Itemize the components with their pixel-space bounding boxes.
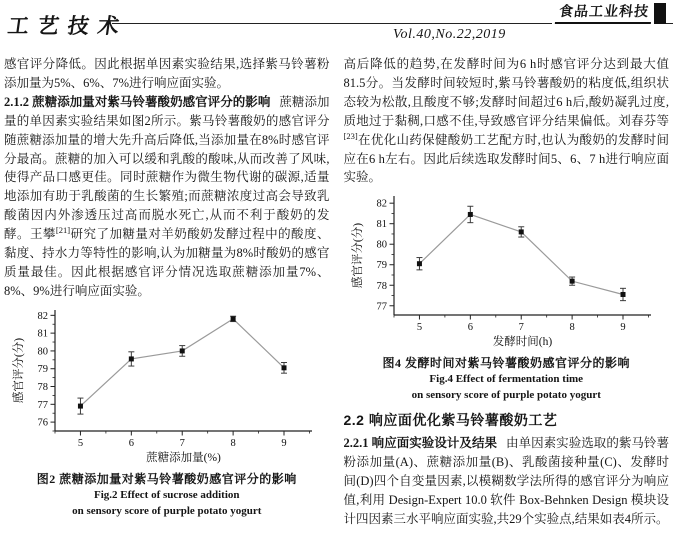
page-header [0,0,673,54]
svg-text:蔗糖添加量(%): 蔗糖添加量(%) [145,451,221,464]
figure-4-caption-en2: on sensory score of purple potato yogurt [411,389,601,402]
paragraph-continuation [344,55,670,187]
journal-logo [552,1,666,24]
figure-2-caption-cn: 图2 蔗糖添加量对紫马铃薯酸奶感官评分的影响 [36,471,297,486]
svg-text:9: 9 [281,437,287,449]
paragraph-text: 由单因素实验选取的紫马铃薯粉添加量(A)、蔗糖添加量(B)、乳酸菌接种量(C)、发酵时间(D)四个自变量因素,以模糊数学法所得的感官评分为响应值,利用 Design-Expert 10.0 软件 Box-Behnken Design 模块设计四因素三水平响应面实验,共29个实验点,结果如表4所示。 [343,436,669,526]
paragraph-text: 研究了加糖量对羊奶酸奶发酵过程中的酸度、黏度、持水力等特性的影响,认为加糖量为8%时酸奶的感官质量最佳。因此根据感官评分情况选取蔗糖添加量7%、8%、9%进行响应面实验。 [4,227,330,298]
paragraph-text: 蔗糖添加量的单因素实验结果如图2所示。紫马铃薯酸奶的感官评分随蔗糖添加量的增大先升高后降低,当添加量在8%时感官评分最高。蔗糖的加入可以缓和乳酸的酸味,从而改善了风味,使得产品口感更佳。同时蔗糖作为微生物代谢的碳源,适量地添加有助于乳酸菌的生长繁殖;而蔗糖浓度过高会导致乳酸菌因内外渗透压过高而脱水死亡,从而不利于酸奶的发酵。王攀 [4,94,330,242]
svg-text:77: 77 [376,301,388,313]
svg-text:80: 80 [376,240,388,252]
figure-4-caption [344,354,670,403]
figure-2-caption-en1: Fig.2 Effect of sucrose addition [93,488,240,501]
svg-text:6: 6 [128,437,134,449]
svg-text:5: 5 [417,322,423,334]
svg-text:7: 7 [518,322,525,334]
figure-4-caption-cn: 图4 发酵时间对紫马铃薯酸奶感官评分的影响 [382,356,630,371]
svg-text:感官评分(分): 感官评分(分) [352,223,365,289]
column-section-label: 工艺技术 [6,14,130,38]
logo-black-bar-icon [654,3,666,24]
left-column [4,55,330,529]
svg-text:感官评分(分): 感官评分(分) [12,337,25,403]
citation-21: [21] [55,225,71,235]
paragraph-continuation: 感官评分降低。因此根据单因素实验结果,选择紫马铃薯粉添加量为5%、6%、7%进行响应面实验。 [4,57,330,90]
heading-2-2: 2.2 响应面优化紫马铃薯酸奶工艺 [343,412,558,429]
figure-2-caption [4,470,330,519]
figure-4-caption-en1: Fig.4 Effect of fermentation time [429,373,584,386]
svg-text:7: 7 [179,437,185,449]
svg-text:81: 81 [376,219,388,231]
paragraph-2-2-1 [344,434,670,529]
volume-issue: Vol.40,No.22,2019 [393,27,506,42]
fig4-line-chart [348,189,664,351]
heading-2-1-2: 2.1.2 蔗糖添加量对紫马铃薯酸奶感官评分的影响 [4,94,271,109]
fig2-line-chart [9,303,325,467]
svg-text:76: 76 [37,417,48,429]
svg-text:78: 78 [376,281,388,293]
svg-text:81: 81 [37,328,48,340]
paragraph-text: 高后降低的趋势,在发酵时间为6 h时感官评分达到最大值81.5分。当发酵时间较短时,紫马铃薯酸奶的粘度低,组织状态较为松散,且酸度不够;发酵时间超过6 h后,酸奶凝乳过度,质地过于黏稠,口感不佳,导致感官评分结果偏低。刘春芬等 [343,57,669,128]
paragraph-text: 在优化山药保健酸奶工艺配方时,也认为酸奶的发酵时间应在6 h左右。因此后续选取发酵时间5、6、7 h进行响应面实验。 [343,132,669,185]
svg-text:82: 82 [376,199,388,211]
two-column-body [0,54,673,529]
svg-text:78: 78 [37,381,48,393]
svg-text:6: 6 [467,322,474,334]
svg-text:发酵时间(h): 发酵时间(h) [493,336,553,349]
svg-text:79: 79 [37,364,48,376]
citation-23: [23] [343,130,358,141]
svg-text:80: 80 [37,346,48,358]
figure-4 [344,189,670,403]
svg-text:8: 8 [569,322,575,334]
figure-2-caption-en2: on sensory score of purple potato yogurt [72,504,262,517]
svg-text:9: 9 [620,322,626,334]
svg-text:5: 5 [77,437,83,449]
paragraph-2-1-2 [4,93,330,301]
svg-text:82: 82 [37,310,48,322]
svg-text:8: 8 [230,437,236,449]
heading-2-2-1: 2.2.1 响应面实验设计及结果 [343,436,498,451]
right-column [344,55,670,529]
journal-logo-text: 食品工业科技 [555,1,653,24]
svg-text:77: 77 [37,399,48,411]
figure-2 [4,303,330,519]
svg-text:79: 79 [376,260,388,272]
